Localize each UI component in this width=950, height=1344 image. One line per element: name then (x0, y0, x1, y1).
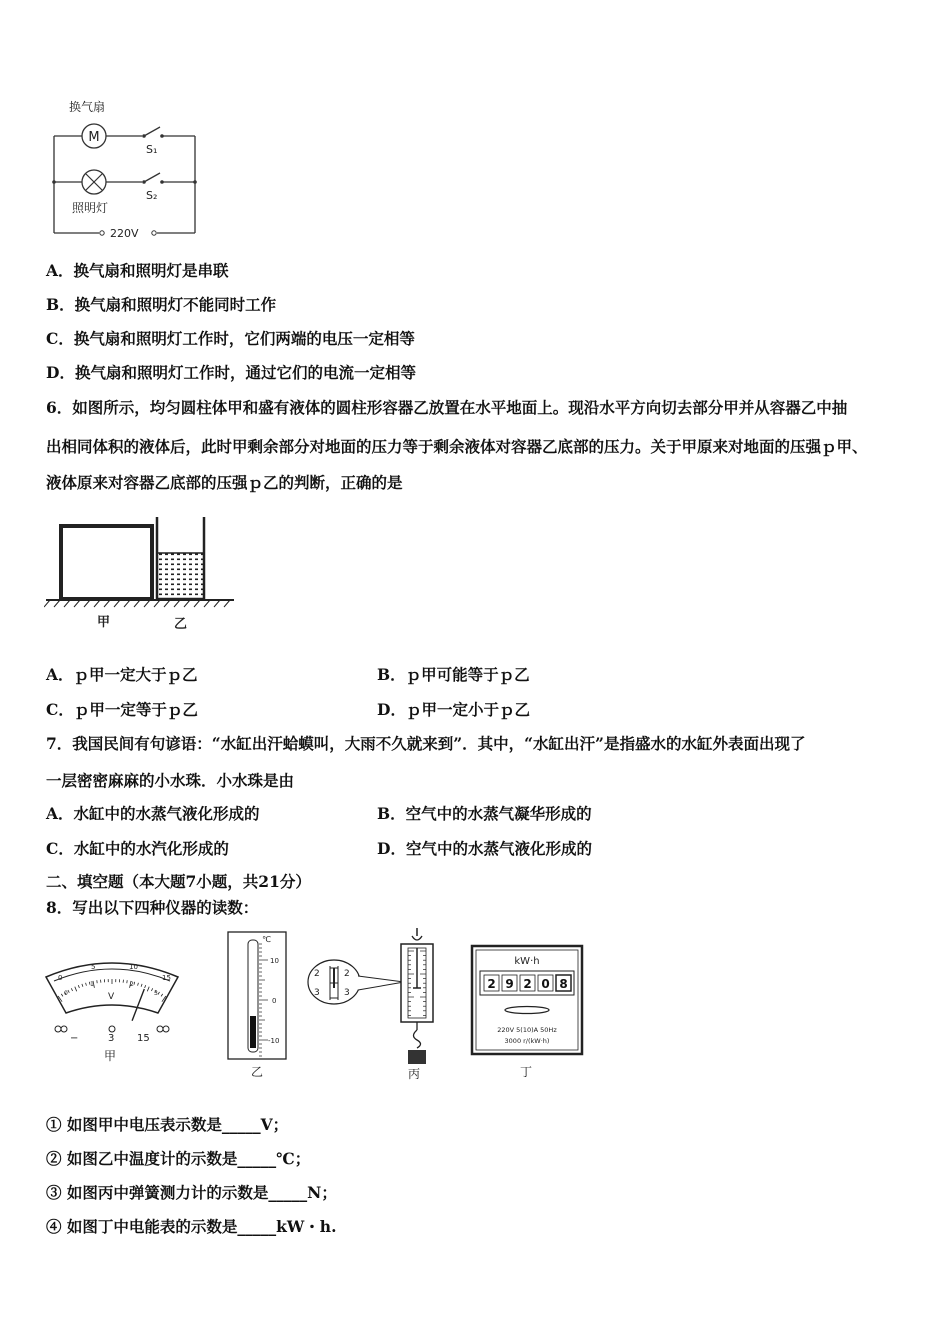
meter-digit-3: 2 (523, 977, 532, 991)
terminal-15: 15 (137, 1033, 150, 1044)
thermometer-figure (226, 928, 296, 1078)
bubble-3-left: 3 (314, 988, 320, 998)
q6-option-d: D．ｐ甲一定小于ｐ乙 (377, 700, 530, 719)
q5-option-b: B．换气扇和照明灯不能同时工作 (46, 295, 277, 314)
thermo-neg10: -10 (268, 1037, 280, 1045)
energy-meter-figure (470, 944, 586, 1079)
switch-s1 (144, 127, 160, 136)
voltage-label: 220V (110, 227, 139, 240)
q6-stem-line1: 6．如图所示，均匀圆柱体甲和盛有液体的圆柱形容器乙放置在水平地面上。现沿水平方向切去部分甲并从容器乙中抽 (46, 398, 848, 417)
q7-option-b: B．空气中的水蒸气凝华形成的 (377, 804, 592, 823)
q6-figure (44, 512, 244, 637)
q6-option-c: C．ｐ甲一定等于ｐ乙 (46, 700, 198, 719)
q7-option-d: D．空气中的水蒸气液化形成的 (377, 839, 592, 858)
q6-stem-line3: 液体原来对容器乙底部的压强ｐ乙的判断，正确的是 (46, 473, 403, 492)
volt-tick-5: 5 (91, 963, 96, 971)
switch-s1-label: S₁ (146, 143, 158, 156)
terminal-3: 3 (108, 1033, 115, 1044)
bubble-3-right: 3 (344, 988, 350, 998)
q7-option-c: C．水缸中的水汽化形成的 (46, 839, 229, 858)
meter-digit-4: 0 (541, 977, 550, 991)
meter-unit: kW·h (514, 956, 540, 967)
fan-label: 换气扇 (69, 100, 106, 114)
lamp-symbol (82, 170, 106, 194)
voltmeter-figure (40, 955, 190, 1065)
terminal-minus: − (70, 1033, 79, 1044)
circuit-diagram (44, 95, 214, 245)
section-heading: 二、填空题（本大题7小题，共21分） (46, 872, 311, 891)
meter-spec2: 3000 r/(kW·h) (504, 1037, 550, 1045)
volt-small-3: 3 (154, 990, 158, 997)
liquid-yi (158, 553, 203, 599)
label-yi: 乙 (174, 617, 188, 632)
thermo-10: 10 (270, 957, 279, 965)
cylinder-jia (61, 526, 152, 599)
q5-option-a: A．换气扇和照明灯是串联 (46, 261, 229, 280)
volt-small-2: 2 (130, 981, 134, 988)
volt-small-1: 1 (90, 981, 94, 988)
q8-blank-4: ④ 如图丁中电能表的示数是_____kW・h. (46, 1217, 337, 1236)
energy-meter-label: 丁 (520, 1065, 533, 1079)
voltmeter-label: 甲 (104, 1049, 117, 1063)
weight (408, 1050, 426, 1064)
meter-spec1: 220V 5(10)A 50Hz (497, 1026, 557, 1034)
spring-scale-label: 丙 (408, 1067, 421, 1081)
thermometer-liquid (250, 1016, 256, 1048)
motor-symbol (82, 124, 106, 148)
thermo-0: 0 (272, 997, 277, 1005)
q6-option-a: A．ｐ甲一定大于ｐ乙 (46, 665, 198, 684)
meter-digit-2: 9 (505, 977, 514, 991)
q8-stem: 8．写出以下四种仪器的读数： (46, 898, 259, 917)
q5-option-c: C．换气扇和照明灯工作时，它们两端的电压一定相等 (46, 329, 415, 348)
q7-stem-line1: 7．我国民间有句谚语：“水缸出汗蛤蟆叫，大雨不久就来到”．其中，“水缸出汗”是指盛水的水缸外表面出现了 (46, 734, 806, 753)
volt-tick-0: 0 (58, 974, 63, 982)
q7-stem-line2: 一层密密麻麻的小水珠．小水珠是由 (46, 771, 295, 790)
bubble-2-left: 2 (314, 969, 320, 979)
q8-blank-3: ③ 如图丙中弹簧测力计的示数是_____N； (46, 1183, 337, 1202)
spring-scale-figure (304, 926, 454, 1081)
meter-digit-1: 2 (487, 977, 496, 991)
q6-option-b: B．ｐ甲可能等于ｐ乙 (377, 665, 530, 684)
q6-stem-line2: 出相同体积的液体后，此时甲剩余部分对地面的压力等于剩余液体对容器乙底部的压力。关于甲原来对地面的压强ｐ甲、 (46, 437, 868, 456)
q8-blank-1: ① 如图甲中电压表示数是_____V； (46, 1115, 289, 1134)
q5-option-d: D．换气扇和照明灯工作时，通过它们的电流一定相等 (46, 363, 416, 382)
switch-s2-label: S₂ (146, 189, 158, 202)
bubble-2-right: 2 (344, 969, 350, 979)
thermometer-label: 乙 (251, 1065, 264, 1078)
volt-small-0: 0 (64, 990, 68, 997)
svg-text:M: M (88, 130, 100, 145)
q7-option-a: A．水缸中的水蒸气液化形成的 (46, 804, 260, 823)
volt-tick-15: 15 (162, 974, 171, 982)
volt-unit: V (108, 992, 115, 1002)
q8-blank-2: ② 如图乙中温度计的示数是_____℃； (46, 1149, 311, 1168)
label-jia: 甲 (97, 615, 111, 630)
thermo-unit: ℃ (262, 935, 271, 944)
volt-tick-10: 10 (129, 963, 138, 971)
lamp-label: 照明灯 (72, 201, 109, 215)
meter-digit-5: 8 (559, 977, 568, 991)
switch-s2 (144, 173, 160, 182)
meter-disc (505, 1007, 549, 1014)
